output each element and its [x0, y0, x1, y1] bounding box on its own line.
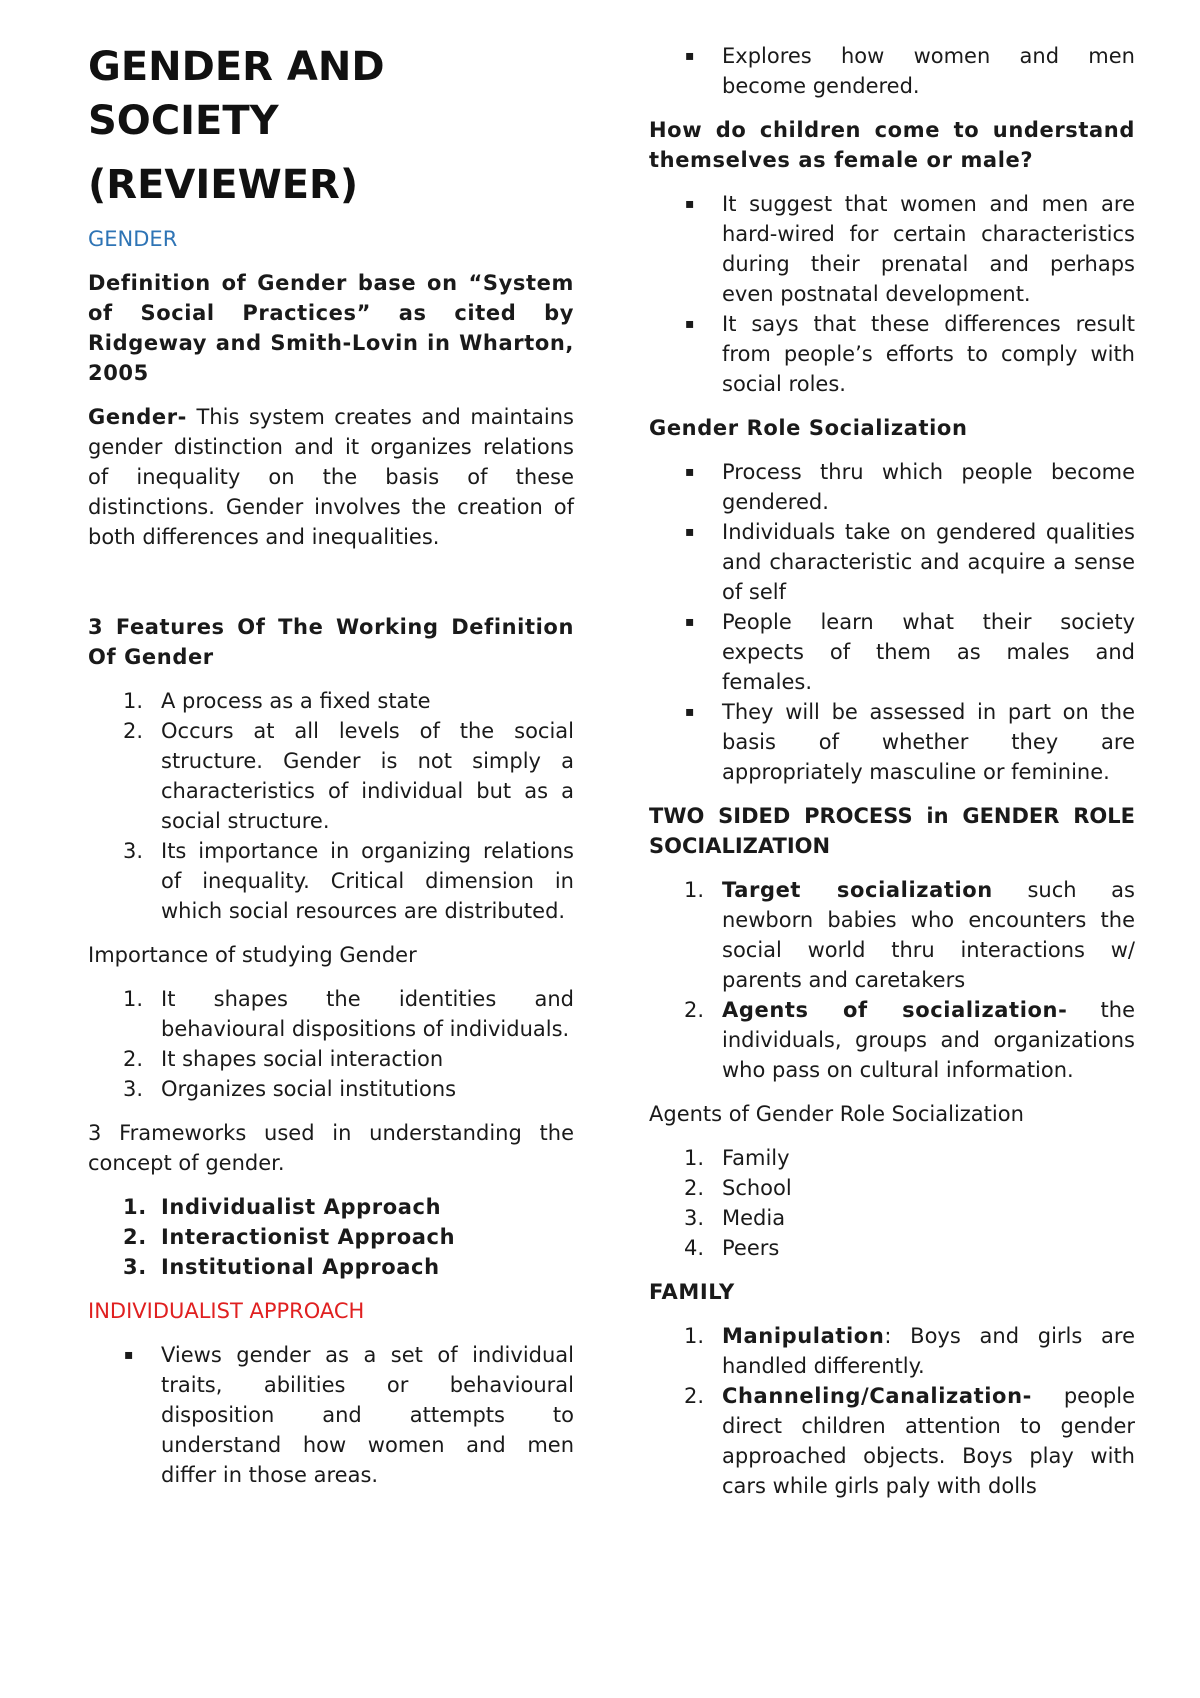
list-item: ▪ Views gender as a set of individual traits, abilities or behavioural disposition and attempts to understand how women and men differ in those areas. — [88, 1340, 574, 1490]
list-item: 2. Agents of socialization- the individuals, groups and organizations who pass on cultural information. — [684, 998, 1136, 1082]
list-item: 2. It shapes social interaction — [123, 1047, 444, 1071]
doc-title-line-3: (REVIEWER) — [88, 162, 359, 208]
list-item: ▪ It says that these differences result from people’s efforts to comply with social roles. — [649, 309, 1135, 399]
list-item: 1. A process as a fixed state — [123, 689, 431, 713]
list-item: ▪ They will be assessed in part on the basis of whether they are appropriately masculine or feminine. — [649, 697, 1135, 787]
agents-list — [649, 1143, 1135, 1263]
doc-title-line-2: SOCIETY — [88, 98, 279, 144]
bullet-icon: ▪ — [685, 614, 695, 630]
gender-definition-text: This system creates and maintains gender distinction and it organizes relations of inequality on the basis of these distinctions. Gender involves the creation of both differences and inequalities. — [88, 405, 574, 549]
children-question-heading: How do children come to understand themselves as female or male? — [649, 118, 1135, 172]
gender-section-heading: GENDER — [88, 227, 178, 251]
importance-list — [88, 984, 574, 1104]
frameworks-heading: 3 Frameworks used in understanding the concept of gender. — [88, 1121, 574, 1175]
gender-term: Gender- — [88, 405, 187, 429]
bullet-icon: ▪ — [685, 316, 695, 332]
list-item: 2. Interactionist Approach — [123, 1225, 456, 1249]
list-item: ▪ People learn what their society expects of them as males and females. — [649, 607, 1135, 697]
list-item: 1. It shapes the identities and behavioural dispositions of individuals. — [123, 987, 574, 1041]
doc-title-line-1: GENDER AND — [88, 44, 385, 90]
list-item: 1. Family — [684, 1146, 790, 1170]
right-column — [649, 41, 1135, 1515]
continued-bullets — [649, 41, 1135, 101]
bullet-icon: ▪ — [685, 704, 695, 720]
list-item: 2. Occurs at all levels of the social structure. Gender is not simply a characteristics of individual but as a social structure. — [123, 719, 574, 833]
bullet-icon: ▪ — [685, 524, 695, 540]
family-list — [649, 1321, 1135, 1501]
two-sided-heading: TWO SIDED PROCESS in GENDER ROLE SOCIALIZATION — [649, 804, 1135, 858]
individualist-bullets — [88, 1340, 574, 1490]
left-column — [88, 40, 574, 1504]
agents-heading: Agents of Gender Role Socialization — [649, 1102, 1024, 1126]
list-item: 1. Individualist Approach — [123, 1195, 442, 1219]
frameworks-list — [88, 1192, 574, 1282]
list-item: 3. Media — [684, 1206, 786, 1230]
list-item: 2. School — [684, 1176, 792, 1200]
grs-bullets — [649, 457, 1135, 787]
list-item: 1. Target socialization such as newborn babies who encounters the social world thru interactions w/ parents and caretakers — [684, 878, 1135, 992]
list-item: ▪ Explores how women and men become gendered. — [649, 41, 1135, 101]
definition-heading: Definition of Gender base on “System of Social Practices” as cited by Ridgeway and Smith-Lovin in Wharton, 2005 — [88, 271, 574, 385]
children-bullets — [649, 189, 1135, 399]
list-item: 3. Organizes social institutions — [123, 1077, 457, 1101]
list-item: 4. Peers — [684, 1236, 780, 1260]
gender-definition-paragraph — [88, 402, 574, 552]
list-item: ▪ It suggest that women and men are hard-wired for certain characteristics during their prenatal and perhaps even postnatal development. — [649, 189, 1135, 309]
features-heading: 3 Features Of The Working Definition Of Gender — [88, 615, 574, 669]
list-item: 1. Manipulation: Boys and girls are handled differently. — [684, 1324, 1135, 1378]
individualist-heading: INDIVIDUALIST APPROACH — [88, 1299, 365, 1323]
list-item: ▪ Process thru which people become gendered. — [649, 457, 1135, 517]
bullet-icon: ▪ — [685, 464, 695, 480]
list-item: ▪ Individuals take on gendered qualities and characteristic and acquire a sense of self — [649, 517, 1135, 607]
grs-heading: Gender Role Socialization — [649, 416, 968, 440]
importance-heading: Importance of studying Gender — [88, 943, 417, 967]
two-sided-list — [649, 875, 1135, 1085]
features-list — [88, 686, 574, 926]
bullet-icon: ▪ — [685, 196, 695, 212]
bullet-icon: ▪ — [685, 48, 695, 64]
list-item: 2. Channeling/Canalization- people direct children attention to gender approached objects. Boys play with cars while girls paly with dolls — [684, 1384, 1135, 1498]
family-heading: FAMILY — [649, 1280, 735, 1304]
list-item: 3. Its importance in organizing relations of inequality. Critical dimension in which social resources are distributed. — [123, 839, 574, 923]
list-item: 3. Institutional Approach — [123, 1255, 440, 1279]
bullet-icon: ▪ — [124, 1347, 134, 1363]
